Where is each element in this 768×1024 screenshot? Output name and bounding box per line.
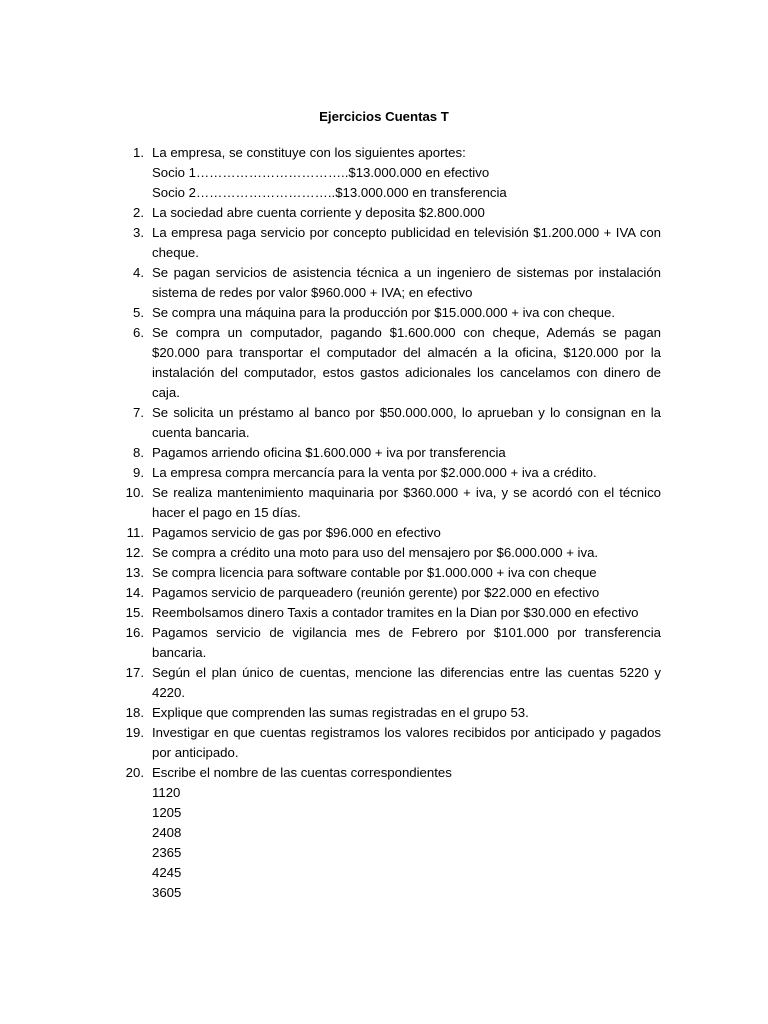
list-item bbox=[124, 603, 661, 623]
list-item bbox=[124, 703, 661, 723]
item-text: La sociedad abre cuenta corriente y deposita $2.800.000 bbox=[152, 205, 485, 220]
sub-item: 1120 bbox=[152, 785, 181, 800]
item-text: Se compra un computador, pagando $1.600.000 con cheque, Además se pagan $20.000 para transportar el computador del almacén a la oficina, $120.000 por la instalación del computador, estos gastos adicionales los cancelamos con dinero de caja. bbox=[152, 325, 661, 400]
item-number: 5. bbox=[133, 305, 144, 320]
item-text: Pagamos servicio de vigilancia mes de Febrero por $101.000 por transferencia bancaria. bbox=[152, 625, 661, 660]
sub-item: 2408 bbox=[152, 825, 182, 840]
item-number: 19. bbox=[125, 725, 144, 740]
list-item bbox=[124, 143, 661, 163]
sub-item: 3605 bbox=[152, 885, 182, 900]
item-number: 6. bbox=[133, 325, 144, 340]
list-item bbox=[124, 763, 661, 783]
item-text: Explique que comprenden las sumas registradas en el grupo 53. bbox=[152, 705, 529, 720]
item-number: 2. bbox=[133, 205, 144, 220]
item-text: La empresa compra mercancía para la venta por $2.000.000 + iva a crédito. bbox=[152, 465, 597, 480]
item-number: 3. bbox=[133, 225, 144, 240]
item-number: 12. bbox=[125, 545, 144, 560]
exercise-list bbox=[124, 143, 661, 903]
item-number: 18. bbox=[125, 705, 144, 720]
list-item bbox=[124, 443, 661, 463]
list-item bbox=[124, 323, 661, 403]
item-number: 16. bbox=[125, 625, 144, 640]
item-text: Se compra licencia para software contable por $1.000.000 + iva con cheque bbox=[152, 565, 597, 580]
item-number: 8. bbox=[133, 445, 144, 460]
list-item bbox=[124, 663, 661, 703]
item-text: La empresa paga servicio por concepto publicidad en televisión $1.200.000 + IVA con cheque. bbox=[152, 225, 661, 260]
list-item bbox=[124, 543, 661, 563]
list-item bbox=[124, 223, 661, 263]
list-item bbox=[124, 583, 661, 603]
item-text: Según el plan único de cuentas, mencione las diferencias entre las cuentas 5220 y 4220. bbox=[152, 665, 661, 700]
sub-item: Socio 2…………………………..$13.000.000 en transferencia bbox=[152, 185, 507, 200]
item-number: 4. bbox=[133, 265, 144, 280]
item-text: La empresa, se constituye con los siguientes aportes: bbox=[152, 145, 466, 160]
list-item bbox=[124, 483, 661, 523]
item-text: Se realiza mantenimiento maquinaria por $360.000 + iva, y se acordó con el técnico hacer el pago en 15 días. bbox=[152, 485, 661, 520]
list-item bbox=[124, 723, 661, 763]
list-item bbox=[124, 623, 661, 663]
list-item bbox=[124, 523, 661, 543]
item-text: Pagamos servicio de parqueadero (reunión gerente) por $22.000 en efectivo bbox=[152, 585, 600, 600]
list-item bbox=[124, 403, 661, 443]
list-item bbox=[124, 463, 661, 483]
item-text: Se pagan servicios de asistencia técnica a un ingeniero de sistemas por instalación sistema de redes por valor $960.000 + IVA; en efectivo bbox=[152, 265, 661, 300]
item-text: Pagamos servicio de gas por $96.000 en efectivo bbox=[152, 525, 441, 540]
item-text: Se compra a crédito una moto para uso del mensajero por $6.000.000 + iva. bbox=[152, 545, 599, 560]
item-text: Reembolsamos dinero Taxis a contador tramites en la Dian por $30.000 en efectivo bbox=[152, 605, 639, 620]
item-text: Se compra una máquina para la producción por $15.000.000 + iva con cheque. bbox=[152, 305, 615, 320]
sub-item: 4245 bbox=[152, 865, 182, 880]
item-text: Escribe el nombre de las cuentas correspondientes bbox=[152, 765, 452, 780]
list-item bbox=[124, 563, 661, 583]
item-text: Se solicita un préstamo al banco por $50.000.000, lo aprueban y lo consignan en la cuenta bancaria. bbox=[152, 405, 661, 440]
list-item bbox=[124, 303, 661, 323]
item-number: 10. bbox=[125, 485, 144, 500]
item-number: 9. bbox=[133, 465, 144, 480]
item-number: 15. bbox=[125, 605, 144, 620]
item-number: 1. bbox=[133, 145, 144, 160]
item-number: 17. bbox=[125, 665, 144, 680]
item-number: 13. bbox=[125, 565, 144, 580]
item-text: Pagamos arriendo oficina $1.600.000 + iva por transferencia bbox=[152, 445, 506, 460]
sub-item: Socio 1……………………………..$13.000.000 en efectivo bbox=[152, 165, 490, 180]
sub-item: 2365 bbox=[152, 845, 182, 860]
item-number: 7. bbox=[133, 405, 144, 420]
list-item bbox=[124, 203, 661, 223]
item-number: 14. bbox=[125, 585, 144, 600]
item-text: Investigar en que cuentas registramos los valores recibidos por anticipado y pagados por anticipado. bbox=[152, 725, 661, 760]
sub-item: 1205 bbox=[152, 805, 182, 820]
item-number: 20. bbox=[125, 765, 144, 780]
page-title: Ejercicios Cuentas T bbox=[319, 109, 449, 124]
item-number: 11. bbox=[126, 525, 144, 540]
list-item bbox=[124, 263, 661, 303]
